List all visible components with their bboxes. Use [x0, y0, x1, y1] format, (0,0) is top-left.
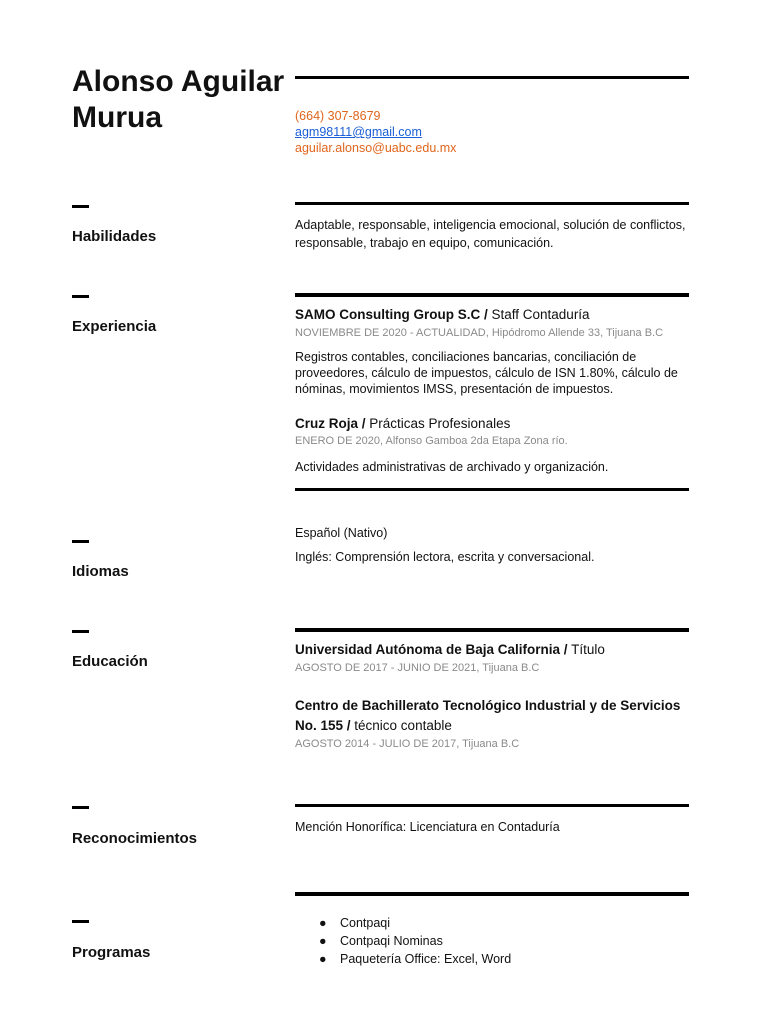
section-dash — [72, 205, 89, 208]
education-heading — [295, 640, 695, 660]
candidate-name: Alonso Aguilar Murua — [72, 65, 285, 134]
phone-number: (664) 307-8679 — [295, 109, 381, 123]
email-school: aguilar.alonso@uabc.edu.mx — [295, 141, 457, 155]
job-heading — [295, 414, 695, 434]
education-org: Centro de Bachillerato Tecnológico Industrial y de Servicios No. 155 / — [295, 698, 681, 733]
list-item — [295, 950, 511, 968]
section-label-reconocimientos: Reconocimientos — [72, 830, 198, 847]
section-dash — [72, 806, 89, 809]
section-dash — [72, 540, 89, 543]
bullet-icon: ● — [319, 916, 327, 930]
section-rule — [295, 488, 689, 491]
section-rule — [295, 892, 689, 896]
programs-list — [295, 914, 511, 968]
program-label: Contpaqi — [340, 916, 391, 930]
section-rule — [295, 202, 689, 205]
language-item: Español (Nativo) — [295, 526, 388, 540]
recognition-text: Mención Honorífica: Licenciatura en Contaduría — [295, 820, 560, 834]
section-rule — [295, 804, 689, 807]
section-dash — [72, 920, 89, 923]
job-heading — [295, 305, 695, 325]
program-label: Contpaqi Nominas — [340, 934, 443, 948]
job-org: Cruz Roja / — [295, 416, 366, 431]
education-meta: AGOSTO 2014 - JULIO DE 2017, Tijuana B.C — [295, 738, 520, 750]
section-dash — [72, 295, 89, 298]
section-label-educacion: Educación — [72, 653, 148, 670]
section-dash — [72, 630, 89, 633]
education-degree: Título — [567, 642, 605, 657]
section-rule — [295, 628, 689, 632]
education-heading — [295, 696, 691, 736]
header-rule — [295, 76, 689, 79]
skills-text: Adaptable, responsable, inteligencia emocional, solución de conflictos, responsable, trabajo en equipo, comunicación. — [295, 218, 686, 250]
job-description: Actividades administrativas de archivado y organización. — [295, 460, 609, 474]
job-meta: ENERO DE 2020, Alfonso Gamboa 2da Etapa Zona río. — [295, 435, 568, 447]
job-description: Registros contables, conciliaciones bancarias, conciliación de proveedores, cálculo de impuestos, cálculo de ISN 1.80%, cálculo de nóminas, movimientos IMSS, presentación de impuestos. — [295, 350, 678, 396]
list-item — [295, 914, 511, 932]
language-item: Inglés: Comprensión lectora, escrita y conversacional. — [295, 550, 595, 564]
section-label-idiomas: Idiomas — [72, 563, 129, 580]
list-item — [295, 932, 511, 950]
email-personal-link[interactable]: agm98111@gmail.com — [295, 125, 422, 139]
section-rule — [295, 293, 689, 297]
job-org: SAMO Consulting Group S.C / — [295, 307, 488, 322]
education-degree: técnico contable — [350, 718, 452, 733]
section-label-experiencia: Experiencia — [72, 318, 157, 335]
job-meta: NOVIEMBRE DE 2020 - ACTUALIDAD, Hipódromo Allende 33, Tijuana B.C — [295, 327, 664, 339]
bullet-icon: ● — [319, 952, 327, 966]
job-role: Prácticas Profesionales — [365, 416, 511, 431]
program-label: Paquetería Office: Excel, Word — [340, 952, 512, 966]
bullet-icon: ● — [319, 934, 327, 948]
job-role: Staff Contaduría — [487, 307, 590, 322]
section-label-habilidades: Habilidades — [72, 228, 157, 245]
education-meta: AGOSTO DE 2017 - JUNIO DE 2021, Tijuana B.C — [295, 662, 540, 674]
section-label-programas: Programas — [72, 944, 151, 961]
education-org: Universidad Autónoma de Baja California / — [295, 642, 568, 657]
